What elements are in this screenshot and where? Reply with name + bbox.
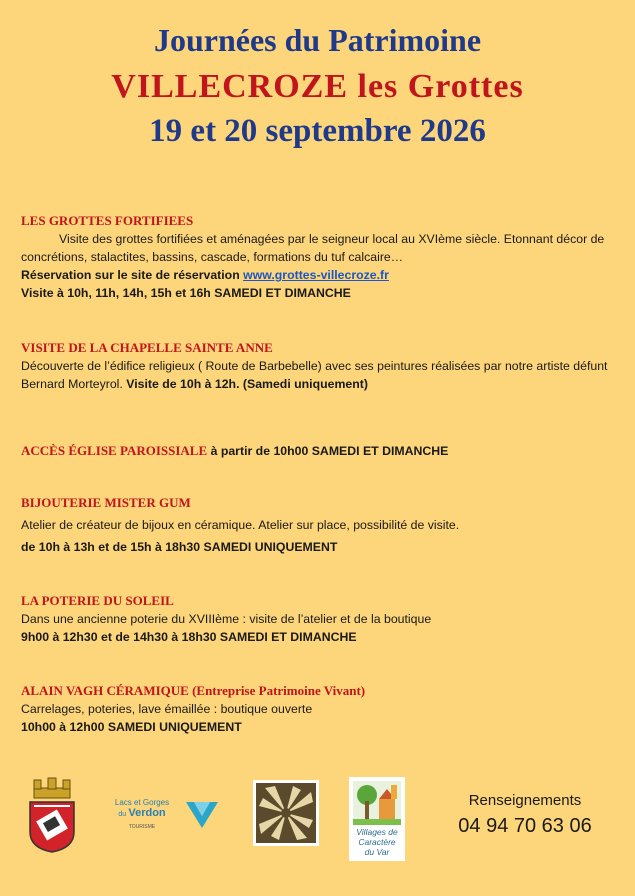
verdon-line2: du (118, 811, 127, 818)
ornament-logo (253, 780, 319, 851)
section-body (21, 357, 621, 393)
contact-phone[interactable]: 04 94 70 63 06 (458, 815, 592, 837)
section-hours: Visite de 10h à 12h. (Samedi uniquement) (126, 377, 368, 391)
villages-line2: Caractère (358, 837, 396, 847)
contact-block (440, 792, 610, 838)
section-eglise (21, 442, 621, 460)
villages-line1: Villages de (356, 827, 398, 837)
reservation-label: Réservation sur le site de réservation (21, 268, 240, 282)
villages-caractere-logo (349, 777, 405, 861)
section-description: Dans une ancienne poterie du XVIIIème : visite de l’atelier et de la boutique (21, 612, 432, 626)
section-bijouterie (21, 494, 621, 556)
section-grottes (21, 212, 621, 302)
verdon-line4: TOURISME (128, 824, 156, 830)
reservation-link[interactable]: www.grottes-villecroze.fr (243, 268, 389, 282)
section-description: Découverte de l’édifice religieux ( Route de Barbebelle) avec ses peintures réalisées par notre artiste défunt Bernard Morteyrol. (21, 359, 608, 391)
reservation-line (21, 266, 621, 284)
villages-line3: du Var (364, 847, 390, 857)
footer (0, 772, 635, 872)
event-dates: 19 et 20 septembre 2026 (149, 113, 486, 149)
section-hours: Visite à 10h, 11h, 14h, 15h et 16h SAMEDI ET DIMANCHE (21, 286, 351, 300)
event-title: Journées du Patrimoine (153, 22, 482, 58)
section-hours: de 10h à 13h et de 15h à 18h30 SAMEDI UNIQUEMENT (21, 540, 338, 554)
verdon-line1: Lacs et Gorges (114, 798, 170, 807)
section-description: Atelier de créateur de bijoux en céramique. Atelier sur place, possibilité de visite. (21, 518, 460, 532)
verdon-line2-wrap (106, 808, 178, 820)
section-description: Carrelages, poteries, lave émaillée : boutique ouverte (21, 702, 313, 716)
section-title: LES GROTTES FORTIFIEES (21, 213, 194, 228)
contact-label: Renseignements (468, 792, 582, 809)
village-illustration-icon (353, 781, 401, 825)
section-hours: 10h00 à 12h00 SAMEDI UNIQUEMENT (21, 720, 242, 734)
village-name: VILLECROZE les Grottes (111, 68, 524, 105)
coat-of-arms-logo (26, 774, 78, 859)
verdon-line3: Verdon (128, 807, 166, 819)
section-vagh (21, 682, 621, 736)
section-poterie (21, 592, 621, 646)
verdon-tourisme-logo (106, 796, 226, 842)
section-title: BIJOUTERIE MISTER GUM (21, 495, 191, 510)
section-hours: 9h00 à 12h30 et de 14h30 à 18h30 SAMEDI ET DIMANCHE (21, 630, 357, 644)
section-title: ACCÈS ÉGLISE PAROISSIALE (21, 443, 208, 458)
section-title: ALAIN VAGH CÉRAMIQUE (Entreprise Patrimoine Vivant) (21, 683, 366, 698)
section-chapelle (21, 339, 621, 393)
section-hours: à partir de 10h00 SAMEDI ET DIMANCHE (210, 444, 449, 458)
section-title: VISITE DE LA CHAPELLE SAINTE ANNE (21, 340, 273, 355)
section-description: Visite des grottes fortifiées et aménagées par le seigneur local au XVIème siècle. Etonnant décor de concrétions, stalactites, bassins, cascade, formations du tuf calcaire… (21, 232, 605, 264)
section-title: LA POTERIE DU SOLEIL (21, 593, 174, 608)
verdon-wave-icon (184, 798, 220, 832)
